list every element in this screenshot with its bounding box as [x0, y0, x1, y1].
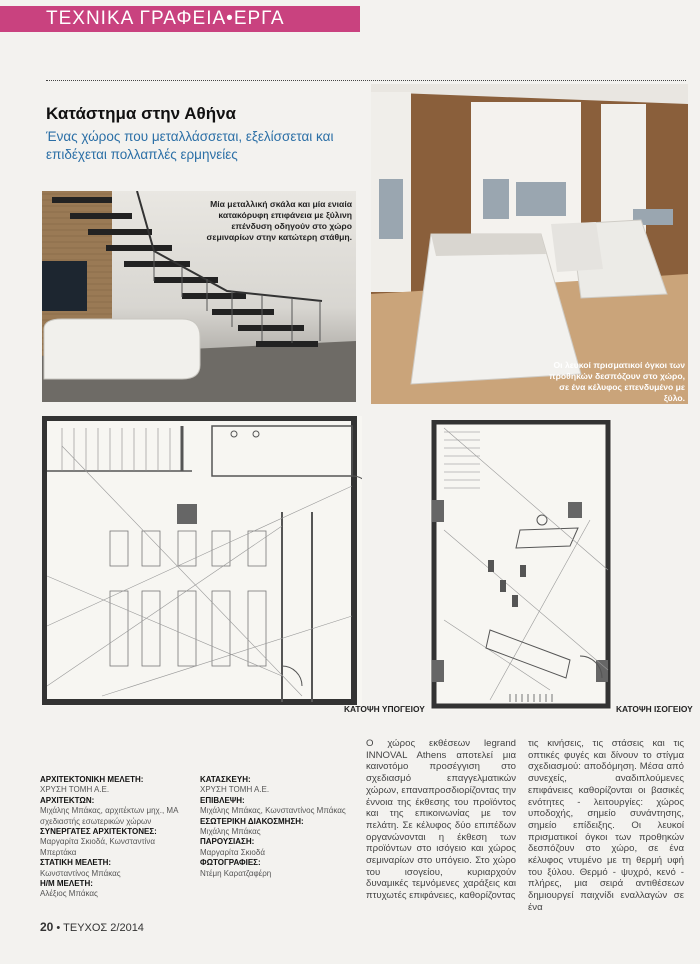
credit-value: ΧΡΥΣΗ ΤΟΜΗ Α.Ε.	[40, 785, 110, 795]
reception-desk	[44, 319, 200, 379]
section-header-bar	[0, 6, 360, 32]
credit-heading: ΦΩΤΟΓΡΑΦΙΕΣ:	[200, 858, 261, 868]
section-title: ΤΕΧΝΙΚΑ ΓΡΑΦΕΙΑ•ΕΡΓΑ	[46, 8, 285, 29]
dotted-divider	[46, 80, 686, 81]
seminar-seats	[110, 531, 266, 666]
credit-heading: ΣΤΑΤΙΚΗ ΜΕΛΕΤΗ:	[40, 858, 112, 868]
issue-label: ΤΕΥΧΟΣ 2/2014	[63, 922, 144, 934]
ground-floor-plan	[430, 420, 612, 710]
credit-heading: Η/Μ ΜΕΛΕΤΗ:	[40, 879, 93, 889]
credit-value: ΧΡΥΣΗ ΤΟΜΗ Α.Ε.	[200, 785, 270, 795]
basement-plan-drawing	[42, 416, 362, 706]
credit-value: Μιχάλης Μπάκας, αρχιτέκτων μηχ., ΜΑ σχεδιαστής εσωτερικών χώρων	[40, 806, 178, 826]
basement-floor-plan	[42, 416, 362, 706]
basement-plan-label: ΚΑΤΟΨΗ ΥΠΟΓΕΙΟΥ	[344, 704, 425, 714]
credit-heading: ΚΑΤΑΣΚΕΥΗ:	[200, 775, 251, 784]
stair-caption: Μία μεταλλική σκάλα και μία ενιαία κατακόρυφη επιφάνεια με ξύλινη επένδυση οδηγούν στο χώρο σεμιναρίων στην κατώτερη στάθμη.	[206, 199, 352, 242]
credit-heading: ΑΡΧΙΤΕΚΤΟΝΙΚΗ ΜΕΛΕΤΗ:	[40, 775, 144, 784]
credit-value: Αλέξιος Μπάκας	[40, 889, 98, 899]
intersecting-axes	[47, 446, 352, 696]
article-subtitle: Ένας χώρος που μεταλλάσσεται, εξελίσσεται και επιδέχεται πολλαπλές ερμηνείες	[46, 129, 334, 162]
credit-heading: ΣΥΝΕΡΓΑΤΕΣ ΑΡΧΙΤΕΚΤΟΝΕΣ:	[40, 827, 157, 837]
volumes-caption: Οι λευκοί πρισματικοί όγκοι των προθηκών δεσπόζουν στο χώρο, σε ένα κέλυφος επενδυμένο με ξύλο.	[549, 360, 685, 403]
page-number: 20	[40, 920, 54, 934]
ground-plan-drawing	[430, 420, 612, 710]
column	[177, 504, 197, 524]
page-footer	[40, 920, 144, 934]
credit-value: Μιχάλης Μπάκας, Κωνσταντίνος Μπάκας	[200, 806, 346, 816]
credits-right	[200, 775, 350, 879]
showroom-photo	[371, 84, 688, 404]
article-title: Κατάστημα στην Αθήνα	[46, 104, 236, 123]
credit-value: Κωνσταντίνος Μπάκας	[40, 868, 121, 878]
wall-screen	[42, 261, 87, 311]
credit-value: Μαργαρίτα Σκιοδά, Κωνσταντίνα Μπερτάκα	[40, 837, 156, 857]
credit-value: Ντέμη Καρατζαφέρη	[200, 868, 272, 878]
credits-left	[40, 775, 190, 900]
ground-plan-label: ΚΑΤΟΨΗ ΙΣΟΓΕΙΟΥ	[616, 704, 693, 714]
credit-heading: ΑΡΧΙΤΕΚΤΩΝ:	[40, 795, 95, 805]
credit-heading: ΕΣΩΤΕΡΙΚΗ ΔΙΑΚΟΣΜΗΣΗ:	[200, 816, 304, 826]
credit-value: Μιχάλης Μπάκας	[200, 827, 261, 837]
credit-value: Μαργαρίτα Σκιοδά	[200, 847, 265, 857]
body-column-1: Ο χώρος εκθέσεων legrand INNOVAL Athens αποτελεί μια καινοτόμο προσέγγιση στο σχεδιασμό επαγγελματικών χώρων, επαναπροσδιορίζοντας την έννοια της έκθεσης του προϊόντος και της επικοινωνίας με τον πελάτη. Σε κέλυφος δύο επιπέδων οργανώνονται η έκθεση των προϊόντων στο ισόγειο και χώρος σεμιναρίων στο υπόγειο. Στο χώρο του ισογείου, κυριαρχούν δυναμικές τεμνόμενες χαράξεις και πτυχωτές επιφάνειες, καθορίζοντας	[366, 738, 516, 902]
footer-separator: •	[56, 922, 61, 934]
credit-heading: ΕΠΙΒΛΕΨΗ:	[200, 795, 245, 805]
body-column-2: τις κινήσεις, τις στάσεις και τις οπτικές φυγές και δίνουν το στίγμα σχεδιασμού: αποδόμηση. Μέσα από συνεχείς, αναδιπλούμενες επιφάνειες καθορίζονται οι βασικές ενότητες - λειτουργίες: χώρος υποδοχής, σημείο συνάντησης, σημείο επίδειξης. Οι λευκοί πρισματικοί όγκοι των προθηκών δεσπόζουν στο χώρο, σε ένα κέλυφος ντυμένο με τη θερμή υφή του ξύλου. Θερμό - ψυχρό, κενό - πλήρες, μια σειρά αντιθέσεων δημιουργεί παιχνίδι εναλλαγών σε ένα	[528, 738, 684, 913]
credit-heading: ΠΑΡΟΥΣΙΑΣΗ:	[200, 837, 255, 847]
showroom-illustration	[371, 84, 688, 404]
